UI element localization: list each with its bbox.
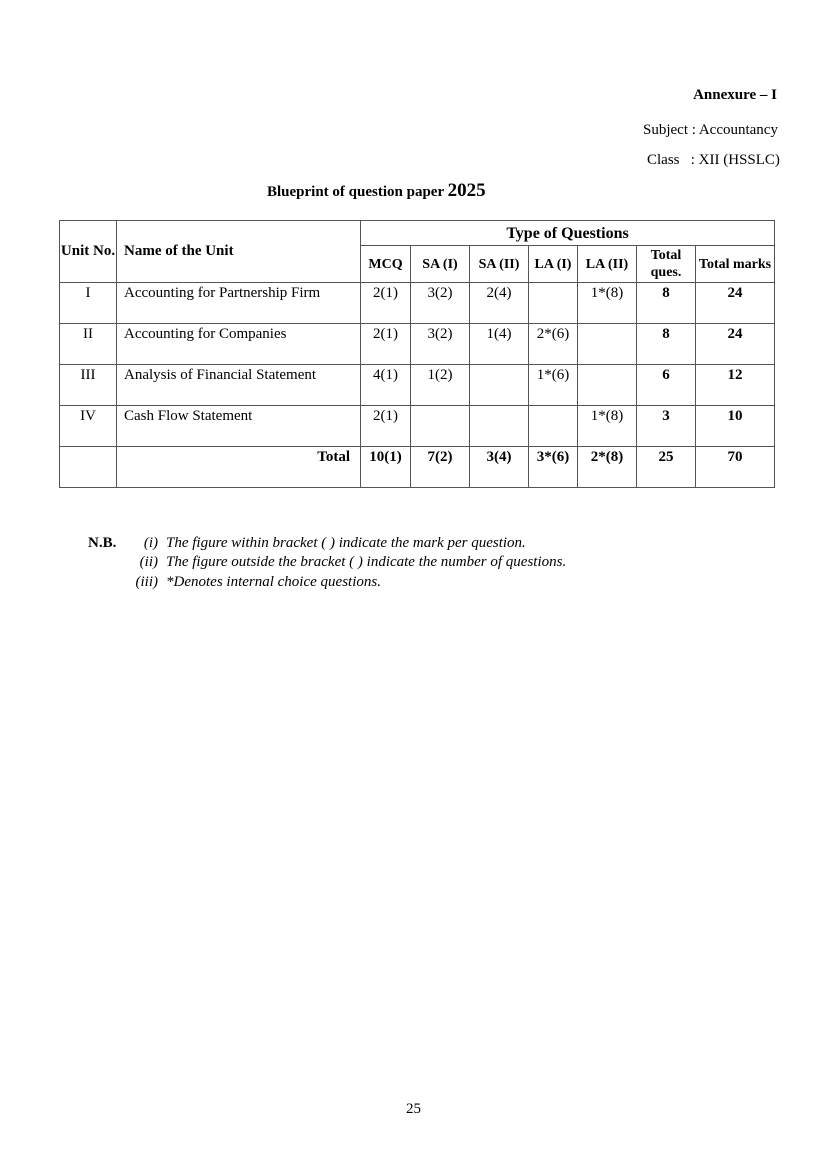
header-la-ii: LA (II) xyxy=(578,246,637,283)
cell-total-ques: 8 xyxy=(637,283,696,324)
cell-sa-ii: 1(4) xyxy=(470,324,529,365)
note-item xyxy=(128,574,381,591)
document-title xyxy=(267,180,486,202)
header-sa-ii: SA (II) xyxy=(470,246,529,283)
total-marks: 70 xyxy=(696,447,775,488)
total-la-ii: 2*(8) xyxy=(578,447,637,488)
total-blank-cell xyxy=(60,447,117,488)
cell-total-marks: 10 xyxy=(696,406,775,447)
header-unit-name: Name of the Unit xyxy=(117,221,361,283)
note-number: (ii) xyxy=(139,554,158,570)
table-row xyxy=(60,365,775,406)
cell-sa-i: 3(2) xyxy=(411,283,470,324)
header-la-i: LA (I) xyxy=(529,246,578,283)
title-text: Blueprint of question paper xyxy=(267,184,444,200)
total-la-i: 3*(6) xyxy=(529,447,578,488)
table-row xyxy=(60,283,775,324)
cell-sa-ii xyxy=(470,365,529,406)
note-item xyxy=(128,554,566,571)
cell-la-i: 1*(6) xyxy=(529,365,578,406)
note-text: *Denotes internal choice questions. xyxy=(166,574,381,590)
table-row xyxy=(60,324,775,365)
total-mcq: 10(1) xyxy=(361,447,411,488)
total-ques: 25 xyxy=(637,447,696,488)
cell-total-ques: 3 xyxy=(637,406,696,447)
class-line: Class : XII (HSSLC) xyxy=(647,152,780,168)
cell-mcq: 4(1) xyxy=(361,365,411,406)
unit-name: Analysis of Financial Statement xyxy=(117,365,361,406)
unit-name: Accounting for Partnership Firm xyxy=(117,283,361,324)
cell-total-marks: 24 xyxy=(696,324,775,365)
note-text: The figure outside the bracket ( ) indicate the number of questions. xyxy=(166,554,567,570)
header-type-of-questions: Type of Questions xyxy=(361,221,775,246)
unit-no: III xyxy=(60,365,117,406)
total-sa-ii: 3(4) xyxy=(470,447,529,488)
unit-no: I xyxy=(60,283,117,324)
total-row xyxy=(60,447,775,488)
cell-la-i: 2*(6) xyxy=(529,324,578,365)
annexure-label: Annexure – I xyxy=(693,87,777,103)
cell-total-marks: 24 xyxy=(696,283,775,324)
header-total-marks: Total marks xyxy=(696,246,775,283)
note-number: (i) xyxy=(143,535,158,551)
unit-name: Accounting for Companies xyxy=(117,324,361,365)
unit-name: Cash Flow Statement xyxy=(117,406,361,447)
note-item xyxy=(128,535,526,552)
page-number: 25 xyxy=(406,1101,421,1117)
cell-mcq: 2(1) xyxy=(361,406,411,447)
cell-la-ii xyxy=(578,324,637,365)
table-row xyxy=(60,406,775,447)
cell-sa-ii xyxy=(470,406,529,447)
title-year: 2025 xyxy=(447,180,486,201)
unit-no: IV xyxy=(60,406,117,447)
header-unit-no: Unit No. xyxy=(60,221,117,283)
cell-sa-i xyxy=(411,406,470,447)
cell-total-ques: 6 xyxy=(637,365,696,406)
cell-mcq: 2(1) xyxy=(361,324,411,365)
cell-la-ii: 1*(8) xyxy=(578,406,637,447)
cell-la-ii: 1*(8) xyxy=(578,283,637,324)
header-mcq: MCQ xyxy=(361,246,411,283)
cell-la-ii xyxy=(578,365,637,406)
total-sa-i: 7(2) xyxy=(411,447,470,488)
total-label: Total xyxy=(117,447,361,488)
blueprint-table xyxy=(59,220,775,488)
header-sa-i: SA (I) xyxy=(411,246,470,283)
header-total-ques: Total ques. xyxy=(637,246,696,283)
cell-sa-i: 1(2) xyxy=(411,365,470,406)
cell-la-i xyxy=(529,283,578,324)
cell-total-marks: 12 xyxy=(696,365,775,406)
unit-no: II xyxy=(60,324,117,365)
cell-total-ques: 8 xyxy=(637,324,696,365)
cell-sa-ii: 2(4) xyxy=(470,283,529,324)
subject-line: Subject : Accountancy xyxy=(643,122,778,138)
cell-la-i xyxy=(529,406,578,447)
nb-label: N.B. xyxy=(88,535,117,551)
cell-sa-i: 3(2) xyxy=(411,324,470,365)
cell-mcq: 2(1) xyxy=(361,283,411,324)
note-number: (iii) xyxy=(135,574,158,590)
note-text: The figure within bracket ( ) indicate the mark per question. xyxy=(166,535,526,551)
